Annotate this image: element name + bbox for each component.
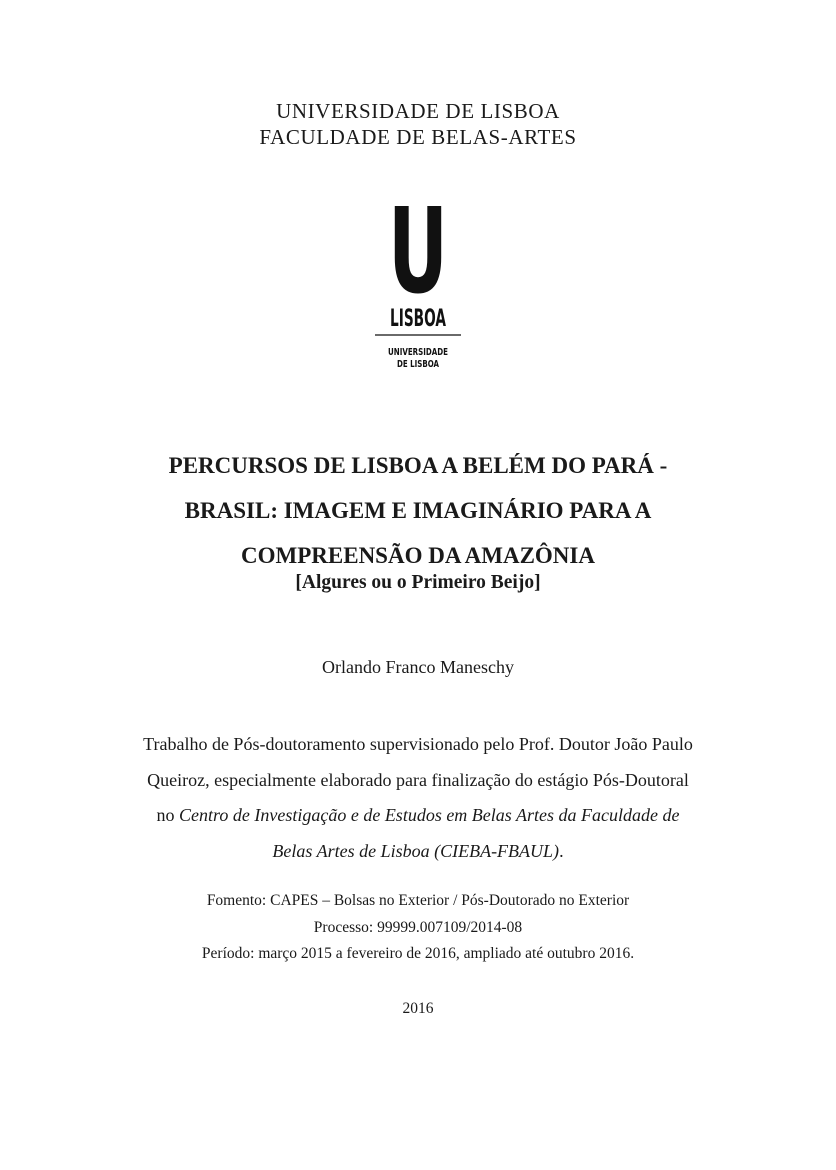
logo-caption-line1: UNIVERSIDADE [388, 347, 448, 358]
logo-caption-line2: DE LISBOA [397, 359, 440, 370]
title-line-1: PERCURSOS DE LISBOA A BELÉM DO PARÁ - [168, 453, 668, 478]
university-name: UNIVERSIDADE DE LISBOA [276, 99, 560, 123]
title-line-3: COMPREENSÃO DA AMAZÔNIA [241, 543, 595, 568]
funding-info [0, 888, 836, 968]
title-line-2: BRASIL: IMAGEM E IMAGINÁRIO PARA A [184, 498, 652, 523]
description-end: . [559, 840, 564, 861]
institution-header [0, 98, 836, 150]
work-description [138, 727, 698, 869]
period-line: Período: março 2015 a fevereiro de 2016, ampliado até outubro 2016. [201, 945, 635, 962]
process-line: Processo: 99999.007109/2014-08 [313, 918, 523, 936]
thesis-title [0, 443, 836, 578]
logo-wordmark: LISBOA [390, 304, 447, 332]
institution-name: Centro de Investigação e de Estudos em Belas Artes da Faculdade de Belas Artes de Lisboa (CIEBA-FBAUL) [179, 805, 680, 861]
logo-mark: U [388, 196, 448, 320]
ulisboa-logo [372, 196, 464, 376]
publication-year: 2016 [402, 1000, 434, 1017]
description-text: Trabalho de Pós-doutoramento supervisionado pelo Prof. Doutor João Paulo Queiroz, especialmente elaborado para finalização do estágio Pós-Doutoral no [143, 734, 693, 825]
faculty-name: FACULDADE DE BELAS-ARTES [259, 125, 577, 149]
thesis-subtitle: [Algures ou o Primeiro Beijo] [295, 572, 541, 593]
funding-line: Fomento: CAPES – Bolsas no Exterior / Pós-Doutorado no Exterior [206, 892, 630, 909]
author-name: Orlando Franco Maneschy [322, 657, 514, 677]
